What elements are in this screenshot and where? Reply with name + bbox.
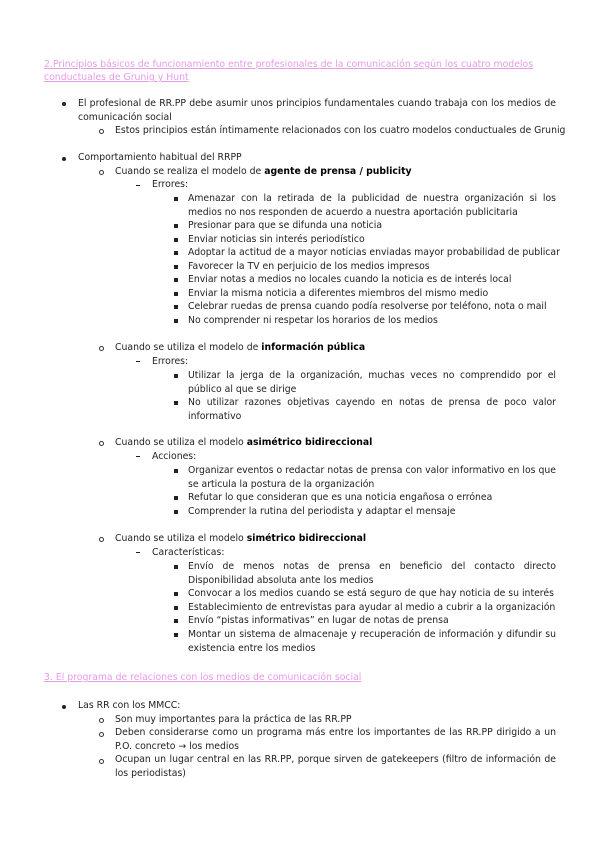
model-1-item: Amenazar con la retirada de la publicidad de nuestra organización si los medios no nos responden de acuerdo a nuestra aportación publicitaria: [188, 193, 556, 218]
section-3-sub: Ocupan un lugar central en las RR.PP, porque sirven de gatekeepers (filtro de información de los periodistas): [115, 754, 556, 779]
dash-marker: [136, 552, 140, 553]
model-1-item: Enviar la misma noticia a diferentes miembros del mismo medio: [188, 288, 489, 299]
model-3-label: Acciones:: [152, 451, 197, 462]
model-1-item: Celebrar ruedas de prensa cuando podía resolverse por teléfono, nota o mail: [188, 301, 547, 312]
model-4-label: Características:: [152, 547, 225, 558]
model-3-heading: Cuando se utiliza el modelo asimétrico bidireccional: [115, 437, 373, 448]
model-1-item: Enviar noticias sin interés periodístico: [188, 234, 365, 245]
section-3-sub: Deben considerarse como un programa más entre los importantes de las RR.PP dirigido a un P.O. concreto → los medios: [115, 727, 556, 752]
bullet-square: [174, 238, 178, 242]
intro-sub-text: Estos principios están íntimamente relacionados con los cuatro modelos conductuales de Grunig: [115, 125, 566, 136]
model-4-heading: Cuando se utiliza el modelo simétrico bidireccional: [115, 533, 367, 544]
model-1-item: Favorecer la TV en perjuicio de los medios impresos: [188, 261, 430, 272]
bullet-disc: [62, 157, 66, 161]
bullet-disc: [62, 102, 66, 106]
bullet-circle: [99, 129, 104, 134]
bullet-circle: [99, 732, 104, 737]
bullet-circle: [99, 346, 104, 351]
section-3-sub: Son muy importantes para la práctica de las RR.PP: [115, 714, 352, 725]
bullet-square: [174, 510, 178, 514]
bullet-square: [174, 606, 178, 610]
model-2-item: Utilizar la jerga de la organización, muchas veces no comprendido por el público al que se dirige: [188, 370, 556, 395]
model-4-item: Envío de menos notas de prensa en beneficio del contacto directo Disponibilidad absoluta ante los medios: [188, 561, 556, 586]
bullet-square: [174, 374, 178, 378]
bullet-disc: [62, 705, 66, 709]
bullet-square: [174, 319, 178, 323]
bullet-square: [174, 469, 178, 473]
bullet-square: [174, 292, 178, 296]
bullet-square: [174, 565, 178, 569]
model-4-item: Establecimiento de entrevistas para ayudar al medio a cubrir a la organización: [188, 602, 556, 613]
model-2-item: No utilizar razones objetivas cayendo en notas de prensa de poco valor informativo: [188, 397, 556, 422]
model-4-item: Convocar a los medios cuando se está seguro de que hay noticia de su interés: [188, 588, 554, 599]
dash-marker: [136, 185, 140, 186]
bullet-square: [174, 592, 178, 596]
bullet-square: [174, 197, 178, 201]
section-2-heading[interactable]: 2.Principios básicos de funcionamiento entre profesionales de la comunicación según los cuatro modelos conductuales de Grunig y Hunt: [44, 59, 534, 83]
bullet-square: [174, 401, 178, 405]
bullet-square: [174, 251, 178, 255]
model-4-item: Envío “pistas informativas” en lugar de notas de prensa: [188, 615, 449, 626]
bullet-square: [174, 496, 178, 500]
dash-marker: [136, 361, 140, 362]
bullet-circle: [99, 718, 104, 723]
bullet-circle: [99, 537, 104, 542]
model-2-label: Errores:: [152, 356, 189, 367]
bullet-square: [174, 278, 178, 282]
section-3-item: Las RR con los MMCC:: [78, 700, 181, 711]
bullet-square: [174, 305, 178, 309]
model-1-item: Presionar para que se difunda una noticia: [188, 220, 383, 231]
bullet-square: [174, 633, 178, 637]
bullet-circle: [99, 170, 104, 175]
model-1-item: No comprender ni respetar los horarios de los medios: [188, 315, 438, 326]
model-1-label: Errores:: [152, 179, 189, 190]
bullet-square: [174, 265, 178, 269]
bullet-square: [174, 224, 178, 228]
model-4-item: Montar un sistema de almacenaje y recuperación de información y difundir su existencia entre los medios: [188, 629, 556, 654]
intro-text: El profesional de RR.PP debe asumir unos principios fundamentales cuando trabaja con los medios de comunicación social: [78, 98, 556, 123]
model-1-item: Adoptar la actitud de a mayor noticias enviadas mayor probabilidad de publicar: [188, 247, 560, 258]
bullet-circle: [99, 441, 104, 446]
bullet-circle: [99, 759, 104, 764]
dash-marker: [136, 456, 140, 457]
model-1-heading: Cuando se realiza el modelo de agente de prensa / publicity: [115, 166, 412, 177]
behaviour-title: Comportamiento habitual del RRPP: [78, 152, 242, 163]
model-2-heading: Cuando se utiliza el modelo de información pública: [115, 342, 366, 353]
model-1-item: Enviar notas a medios no locales cuando la noticia es de interés local: [188, 274, 512, 285]
bullet-square: [174, 619, 178, 623]
section-3-heading[interactable]: 3. El programa de relaciones con los medios de comunicación social: [44, 672, 362, 683]
model-3-item: Organizar eventos o redactar notas de prensa con valor informativo en los que se articula la postura de la organización: [188, 465, 556, 490]
model-3-item: Refutar lo que consideran que es una noticia engañosa o errónea: [188, 492, 493, 503]
model-3-item: Comprender la rutina del periodista y adaptar el mensaje: [188, 506, 456, 517]
